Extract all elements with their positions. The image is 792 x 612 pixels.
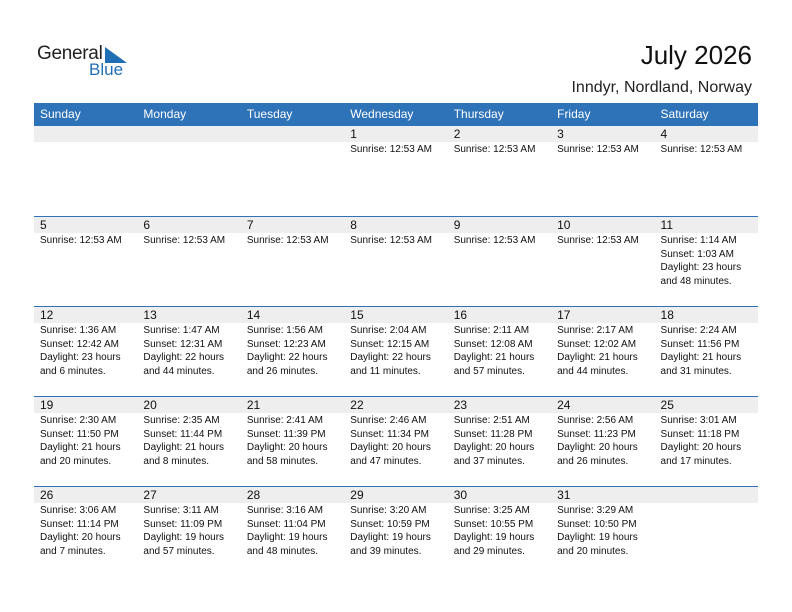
day-number: 29	[350, 488, 364, 502]
sun-info	[143, 414, 240, 468]
sun-info-line: and 57 minutes.	[143, 545, 215, 557]
day-cell-17	[551, 307, 654, 396]
day-number: 21	[246, 398, 261, 412]
day-number: 24	[557, 398, 571, 412]
day-number: 26	[40, 488, 54, 502]
sun-info-line: Daylight: 21 hours	[557, 352, 638, 363]
day-cell-19	[34, 397, 137, 486]
day-cell-6	[137, 217, 240, 306]
sun-info-line: Sunrise: 2:51 AM	[453, 415, 530, 426]
sun-info	[40, 324, 137, 378]
day-cell-10	[551, 217, 654, 306]
sun-info-line: Sunrise: 2:56 AM	[557, 415, 634, 426]
weekday-saturday: Saturday	[660, 107, 709, 121]
day-cell-empty	[241, 126, 344, 216]
day-number	[40, 126, 137, 142]
sun-info-line: Daylight: 19 hours	[557, 532, 638, 543]
day-cell-18	[655, 307, 758, 396]
day-number: 22	[350, 398, 364, 412]
day-number: 15	[350, 308, 364, 322]
sun-info-line: Daylight: 19 hours	[350, 532, 431, 543]
sun-info	[40, 504, 137, 558]
sun-info-line: Sunrise: 2:41 AM	[246, 415, 323, 426]
day-cell-27	[137, 487, 240, 576]
sun-info-line: Daylight: 20 hours	[557, 442, 638, 453]
day-number: 18	[660, 308, 674, 322]
sun-info-line: Sunrise: 2:11 AM	[453, 325, 530, 336]
day-cell-11	[655, 217, 758, 306]
sun-info-line: Sunset: 11:44 PM	[143, 428, 223, 440]
sun-info-line: Sunrise: 2:46 AM	[350, 415, 427, 426]
day-number: 12	[40, 308, 54, 322]
sun-info	[247, 414, 344, 468]
day-number	[661, 487, 758, 503]
sun-info-line: Daylight: 21 hours	[453, 352, 535, 363]
sun-info-line: Sunrise: 1:14 AM	[660, 235, 737, 246]
sun-info-line: Sunrise: 12:53 AM	[350, 144, 432, 155]
sun-info-line: and 6 minutes.	[40, 365, 106, 377]
day-number: 5	[40, 218, 47, 232]
sun-info-line: Sunset: 11:23 PM	[557, 428, 636, 440]
day-number: 28	[246, 488, 261, 502]
sun-info	[247, 324, 344, 378]
weekday-sunday: Sunday	[40, 107, 81, 121]
sun-info-line: and 48 minutes.	[246, 545, 319, 557]
sun-info	[557, 324, 654, 378]
sun-info-line: Daylight: 20 hours	[660, 442, 742, 453]
sun-info-line: Sunrise: 3:29 AM	[557, 505, 634, 516]
sun-info-line: Sunrise: 1:47 AM	[143, 325, 220, 336]
sun-info-line: Sunset: 11:14 PM	[40, 518, 119, 530]
sun-info-line: Sunset: 11:09 PM	[143, 518, 223, 530]
day-cell-22	[344, 397, 447, 486]
day-cell-empty	[137, 126, 240, 216]
sun-info-line: and 57 minutes.	[453, 365, 525, 377]
sun-info	[661, 324, 758, 378]
sun-info-line: Daylight: 20 hours	[246, 442, 328, 453]
calendar-week-row	[34, 126, 758, 216]
day-number: 11	[660, 218, 673, 232]
day-cell-7	[241, 217, 344, 306]
calendar-location: Inndyr, Nordland, Norway	[571, 79, 752, 96]
sun-info-line: and 48 minutes.	[660, 275, 732, 287]
day-number: 31	[557, 488, 571, 502]
logo-text-blue: Blue	[89, 60, 124, 79]
day-number: 10	[557, 218, 571, 232]
sun-info-line: Daylight: 19 hours	[453, 532, 535, 543]
day-cell-14	[241, 307, 344, 396]
sun-info-line: Sunset: 11:28 PM	[453, 428, 533, 440]
sun-info-line: Sunset: 12:08 AM	[453, 338, 533, 350]
sun-info	[350, 504, 447, 558]
sun-info-line: Sunset: 11:56 PM	[660, 338, 740, 350]
sun-info-line: and 7 minutes.	[40, 545, 106, 557]
day-number: 25	[660, 398, 674, 412]
sun-info	[350, 234, 447, 248]
sun-info-line: and 20 minutes.	[557, 545, 629, 557]
sun-info-line: Sunset: 11:39 PM	[246, 428, 326, 440]
sun-info-line: Sunrise: 12:53 AM	[143, 235, 226, 246]
sun-info-line: Sunrise: 2:17 AM	[557, 325, 634, 336]
sun-info-line: and 44 minutes.	[143, 365, 215, 377]
sun-info-line: and 37 minutes.	[453, 455, 525, 467]
day-number	[247, 126, 344, 142]
weekday-friday: Friday	[557, 107, 591, 121]
sun-info	[40, 234, 137, 248]
sun-info	[143, 234, 240, 248]
sun-info-line: Sunrise: 12:53 AM	[453, 235, 536, 246]
sun-info	[143, 504, 240, 558]
logo-text-general: General	[37, 43, 103, 64]
sun-info-line: and 26 minutes.	[557, 455, 629, 467]
day-number: 9	[453, 218, 461, 232]
sun-info-line: Sunrise: 12:53 AM	[453, 144, 536, 155]
sun-info	[557, 414, 654, 468]
calendar-grid	[34, 103, 758, 576]
day-cell-29	[344, 487, 447, 576]
sun-info-line: and 44 minutes.	[557, 365, 629, 377]
weekday-tuesday: Tuesday	[246, 107, 293, 121]
sun-info-line: Sunset: 11:34 PM	[350, 428, 430, 440]
sun-info-line: and 58 minutes.	[246, 455, 319, 467]
day-number	[143, 126, 240, 142]
sun-info-line: Sunrise: 2:04 AM	[350, 325, 427, 336]
day-number: 19	[40, 398, 54, 412]
sun-info	[454, 414, 551, 468]
sun-info-line: and 29 minutes.	[453, 545, 525, 557]
sun-info-line: Daylight: 22 hours	[350, 352, 431, 363]
sun-info-line: Daylight: 23 hours	[660, 262, 742, 273]
day-cell-20	[137, 397, 240, 486]
day-cell-31	[551, 487, 654, 576]
sun-info	[557, 234, 654, 248]
day-number: 7	[246, 218, 254, 232]
day-cell-4	[655, 126, 758, 216]
sun-info	[454, 504, 551, 558]
sun-info-line: Sunset: 11:18 PM	[660, 428, 740, 440]
sun-info-line: and 17 minutes.	[660, 455, 732, 467]
day-number: 20	[143, 398, 157, 412]
sun-info-line: Sunrise: 2:24 AM	[660, 325, 737, 336]
sun-info-line: Sunrise: 12:53 AM	[350, 235, 432, 246]
sun-info-line: Sunrise: 12:53 AM	[40, 235, 122, 246]
sun-info	[454, 234, 551, 248]
day-cell-13	[137, 307, 240, 396]
sun-info-line: and 8 minutes.	[143, 455, 210, 467]
sun-info	[661, 414, 758, 468]
sun-info	[40, 414, 137, 468]
weekday-monday: Monday	[143, 107, 187, 121]
sun-info-line: and 26 minutes.	[246, 365, 319, 377]
day-cell-2	[448, 126, 551, 216]
sun-info	[350, 143, 447, 157]
day-number: 13	[143, 308, 157, 322]
sun-info	[454, 143, 551, 157]
sun-info	[143, 324, 240, 378]
sun-info	[247, 504, 344, 558]
sun-info-line: Sunrise: 3:06 AM	[40, 505, 117, 516]
day-number: 6	[143, 218, 151, 232]
sun-info	[661, 143, 758, 157]
calendar-weeks	[34, 126, 758, 576]
sun-info-line: Daylight: 21 hours	[40, 442, 121, 453]
sun-info-line: Sunrise: 3:01 AM	[660, 415, 737, 426]
day-cell-21	[241, 397, 344, 486]
day-cell-16	[448, 307, 551, 396]
sun-info-line: Sunset: 10:59 PM	[350, 518, 430, 530]
day-cell-26	[34, 487, 137, 576]
sun-info	[454, 324, 551, 378]
sun-info-line: Sunset: 12:02 AM	[557, 338, 637, 350]
sun-info-line: Sunrise: 2:30 AM	[40, 415, 117, 426]
sun-info-line: Sunrise: 3:25 AM	[453, 505, 530, 516]
weekday-header	[34, 103, 758, 126]
sun-info-line: Sunset: 12:42 AM	[40, 338, 119, 350]
day-number: 17	[557, 308, 571, 322]
calendar-week-row	[34, 216, 758, 306]
sun-info-line: and 20 minutes.	[40, 455, 112, 467]
sun-info	[557, 143, 654, 157]
sun-info-line: Sunset: 12:23 AM	[246, 338, 326, 350]
day-cell-23	[448, 397, 551, 486]
sun-info	[247, 234, 344, 248]
sun-info-line: Sunrise: 12:53 AM	[246, 235, 329, 246]
sun-info-line: Sunset: 10:55 PM	[453, 518, 534, 530]
sun-info-line: Daylight: 21 hours	[660, 352, 742, 363]
day-number: 8	[350, 218, 357, 232]
sun-info-line: Daylight: 20 hours	[453, 442, 535, 453]
calendar-week-row	[34, 306, 758, 396]
sun-info-line: Daylight: 21 hours	[143, 442, 225, 453]
sun-info-line: Daylight: 19 hours	[143, 532, 225, 543]
sun-info-line: Sunset: 11:50 PM	[40, 428, 119, 440]
sun-info-line: Sunset: 10:50 PM	[557, 518, 637, 530]
sun-info-line: Daylight: 19 hours	[246, 532, 328, 543]
sun-info	[661, 234, 758, 288]
sun-info-line: Daylight: 23 hours	[40, 352, 121, 363]
sun-info-line: Sunset: 12:15 AM	[350, 338, 430, 350]
day-cell-28	[241, 487, 344, 576]
day-cell-5	[34, 217, 137, 306]
sun-info-line: Daylight: 22 hours	[246, 352, 328, 363]
day-number: 27	[143, 488, 157, 502]
day-number: 14	[246, 308, 261, 322]
sun-info-line: Sunrise: 12:53 AM	[557, 144, 639, 155]
sun-info-line: and 11 minutes.	[350, 365, 421, 377]
sun-info-line: Sunrise: 3:11 AM	[143, 505, 219, 516]
sun-info-line: Sunrise: 1:36 AM	[40, 325, 117, 336]
day-cell-8	[344, 217, 447, 306]
day-cell-empty	[34, 126, 137, 216]
day-cell-30	[448, 487, 551, 576]
day-cell-12	[34, 307, 137, 396]
day-cell-25	[655, 397, 758, 486]
weekday-thursday: Thursday	[453, 107, 504, 121]
sun-info-line: and 31 minutes.	[660, 365, 732, 377]
day-cell-24	[551, 397, 654, 486]
sun-info-line: Sunrise: 2:35 AM	[143, 415, 220, 426]
sun-info-line: Sunrise: 3:20 AM	[350, 505, 427, 516]
sun-info	[350, 414, 447, 468]
day-cell-3	[551, 126, 654, 216]
day-cell-9	[448, 217, 551, 306]
day-cell-15	[344, 307, 447, 396]
sun-info-line: and 39 minutes.	[350, 545, 422, 557]
day-number: 4	[660, 127, 668, 141]
weekday-wednesday: Wednesday	[350, 107, 414, 121]
sun-info-line: Daylight: 20 hours	[350, 442, 431, 453]
sun-info-line: Sunset: 1:03 AM	[660, 248, 734, 260]
calendar-title: July 2026	[640, 40, 752, 70]
calendar-week-row	[34, 396, 758, 486]
sun-info-line: and 47 minutes.	[350, 455, 422, 467]
day-cell-1	[344, 126, 447, 216]
day-number: 1	[350, 127, 357, 141]
calendar-week-row	[34, 486, 758, 576]
sun-info	[557, 504, 654, 558]
sun-info-line: Sunset: 12:31 AM	[143, 338, 223, 350]
day-number: 3	[557, 127, 564, 141]
sun-info-line: Daylight: 20 hours	[40, 532, 121, 543]
sun-info-line: Daylight: 22 hours	[143, 352, 225, 363]
sun-info	[350, 324, 447, 378]
day-number: 2	[453, 127, 461, 141]
day-number: 30	[453, 488, 468, 502]
sun-info-line: Sunrise: 12:53 AM	[660, 144, 743, 155]
sun-info-line: Sunrise: 12:53 AM	[557, 235, 639, 246]
brand-logo	[37, 44, 137, 82]
sun-info-line: Sunrise: 3:16 AM	[246, 505, 323, 516]
sun-info-line: Sunrise: 1:56 AM	[246, 325, 323, 336]
day-cell-empty	[655, 487, 758, 576]
sun-info-line: Sunset: 11:04 PM	[246, 518, 326, 530]
day-number: 23	[453, 398, 468, 412]
day-number: 16	[453, 308, 468, 322]
